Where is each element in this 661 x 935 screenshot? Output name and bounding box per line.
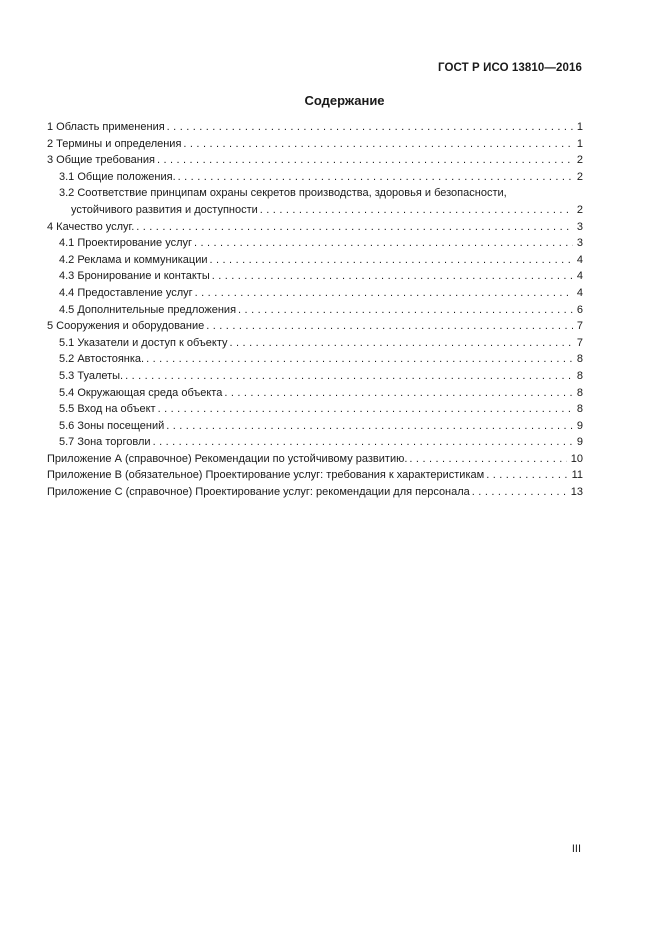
toc-entry-page: 2: [573, 169, 583, 186]
toc-entry-label: 4.2 Реклама и коммуникации: [59, 252, 210, 269]
toc-entry[interactable]: [47, 467, 583, 484]
toc-entry-label: 5.4 Окружающая среда объекта: [59, 385, 224, 402]
toc-entry-page: 13: [567, 484, 583, 501]
toc-entry-label: 3.2 Соответствие принципам охраны секретов производства, здоровья и безопасности,: [59, 187, 507, 200]
toc-entry-label: 5.1 Указатели и доступ к объекту: [59, 335, 230, 352]
toc-entry[interactable]: [47, 484, 583, 501]
toc-entry[interactable]: [47, 418, 583, 435]
toc-entry-label: 5.2 Автостоянка.: [59, 351, 146, 368]
toc-entry[interactable]: [47, 169, 583, 186]
toc-title: Содержание: [304, 93, 385, 108]
toc-dot-leader: [224, 385, 573, 402]
toc-entry-page: 2: [573, 202, 583, 219]
toc-entry-page: 11: [568, 467, 583, 484]
toc-entry-page: 8: [573, 385, 583, 402]
toc-entry-page: 3: [573, 235, 583, 252]
document-code: ГОСТ Р ИСО 13810—2016: [437, 62, 582, 74]
toc-dot-leader: [157, 152, 573, 169]
toc-entry-page: 2: [573, 152, 583, 169]
toc-entry-label: 3 Общие требования: [47, 152, 157, 169]
toc-entry-page: 4: [573, 252, 583, 269]
page-number: III: [571, 843, 581, 855]
toc-entry-page: 4: [573, 268, 583, 285]
toc-dot-leader: [153, 434, 573, 451]
toc-dot-leader: [136, 219, 573, 236]
toc-entry[interactable]: [47, 219, 583, 236]
toc-entry[interactable]: [47, 185, 583, 218]
toc-entry-label: 4 Качество услуг.: [47, 219, 136, 236]
toc-entry-page: 10: [567, 451, 583, 468]
toc-entry-label: 3.1 Общие положения.: [59, 169, 178, 186]
toc-entry-page: 9: [573, 418, 583, 435]
toc-entry-page: 6: [573, 302, 583, 319]
toc-entry-label: 5.6 Зоны посещений: [59, 418, 166, 435]
toc-entry[interactable]: [47, 368, 583, 385]
toc-dot-leader: [260, 202, 573, 219]
toc-entry-label-continued: устойчивого развития и доступности: [71, 202, 260, 219]
toc-entry-label: Приложение А (справочное) Рекомендации по устойчивому развитию.: [47, 451, 409, 468]
toc-entry-page: 7: [573, 318, 583, 335]
toc-dot-leader: [194, 235, 573, 252]
toc-dot-leader: [125, 368, 573, 385]
toc-entry[interactable]: [47, 385, 583, 402]
toc-dot-leader: [210, 252, 573, 269]
toc-entry-label: 4.3 Бронирование и контакты: [59, 268, 212, 285]
toc-entry[interactable]: [47, 235, 583, 252]
toc-entry-page: 7: [573, 335, 583, 352]
toc-dot-leader: [409, 451, 566, 468]
toc-entry-page: 1: [573, 136, 583, 153]
toc-entry[interactable]: [47, 136, 583, 153]
toc-dot-leader: [238, 302, 573, 319]
toc-entry-page: 4: [573, 285, 583, 302]
toc-dot-leader: [486, 467, 567, 484]
toc-dot-leader: [230, 335, 573, 352]
toc-entry-label: 5.7 Зона торговли: [59, 434, 153, 451]
toc-entry-label: 4.5 Дополнительные предложения: [59, 302, 238, 319]
toc-dot-leader: [472, 484, 567, 501]
toc-dot-leader: [183, 136, 572, 153]
toc-dot-leader: [166, 418, 573, 435]
toc-entry[interactable]: [47, 351, 583, 368]
toc-entry[interactable]: [47, 451, 583, 468]
table-of-contents: [47, 119, 583, 501]
toc-entry-label: 5 Сооружения и оборудование: [47, 318, 206, 335]
toc-entry[interactable]: [47, 252, 583, 269]
toc-entry-page: 9: [573, 434, 583, 451]
toc-entry[interactable]: [47, 434, 583, 451]
toc-entry[interactable]: [47, 285, 583, 302]
toc-entry[interactable]: [47, 152, 583, 169]
toc-entry-page: 3: [573, 219, 583, 236]
toc-entry-page: 8: [573, 368, 583, 385]
toc-entry[interactable]: [47, 401, 583, 418]
toc-entry-page: 8: [573, 401, 583, 418]
toc-entry[interactable]: [47, 318, 583, 335]
toc-dot-leader: [212, 268, 573, 285]
toc-dot-leader: [178, 169, 573, 186]
toc-dot-leader: [158, 401, 573, 418]
toc-entry-label: 5.3 Туалеты.: [59, 368, 125, 385]
toc-dot-leader: [206, 318, 573, 335]
toc-entry-page: 1: [573, 119, 583, 136]
toc-entry-label: 4.4 Предоставление услуг: [59, 285, 195, 302]
toc-dot-leader: [167, 119, 573, 136]
toc-entry-label: Приложение В (обязательное) Проектирование услуг: требования к характеристикам: [47, 467, 486, 484]
toc-entry-label: 2 Термины и определения: [47, 136, 183, 153]
toc-entry[interactable]: [47, 335, 583, 352]
toc-entry-label: 5.5 Вход на объект: [59, 401, 158, 418]
toc-entry-label: Приложение С (справочное) Проектирование услуг: рекомендации для персонала: [47, 484, 472, 501]
toc-dot-leader: [195, 285, 573, 302]
toc-entry-label: 4.1 Проектирование услуг: [59, 235, 194, 252]
toc-entry[interactable]: [47, 302, 583, 319]
toc-entry-label: 1 Область применения: [47, 119, 167, 136]
toc-entry[interactable]: [47, 119, 583, 136]
toc-entry[interactable]: [47, 268, 583, 285]
toc-entry-page: 8: [573, 351, 583, 368]
toc-dot-leader: [146, 351, 573, 368]
